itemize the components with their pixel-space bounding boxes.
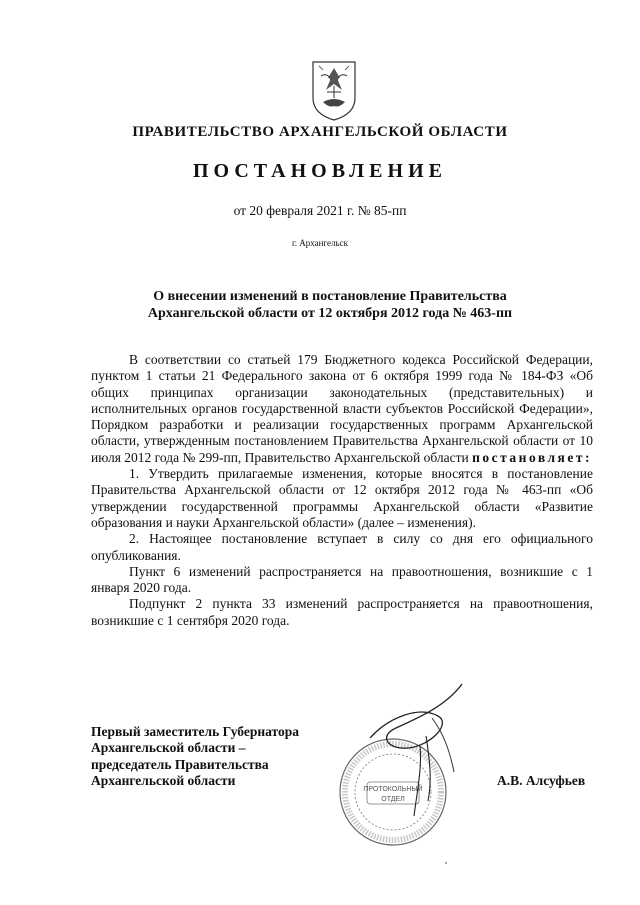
resolves-keyword: постановляет: [472, 449, 592, 465]
document-subject [80, 288, 580, 322]
paragraph-clause-6: Пункт 6 изменений распространяется на правоотношения, возникшие с 1 января 2020 года. [91, 563, 593, 596]
scan-speck [445, 862, 447, 864]
government-name: ПРАВИТЕЛЬСТВО АРХАНГЕЛЬСКОЙ ОБЛАСТИ [132, 124, 508, 140]
subject-line-1: О внесении изменений в постановление Правительства [153, 289, 507, 304]
subject-line-2: Архангельской области от 12 октября 2012 года № 463-пп [147, 306, 513, 321]
paragraph-preamble [91, 352, 593, 466]
paragraph-item-1: 1. Утвердить прилагаемые изменения, которые вносятся в постановление Правительства Архангельской области от 12 октября 2012 года № 463-пп «Об утверждении государственной программы Архангельской области «Развитие образования и науки Архангельской области» (далее – изменения). [91, 466, 593, 530]
signer-title-line: Архангельской области – [91, 740, 246, 756]
city: г. Архангельск [292, 238, 348, 248]
stamp-text-line-2: ОТДЕЛ [381, 796, 405, 803]
stamp-text-line-1: ПРОТОКОЛЬНЫЙ [363, 786, 423, 793]
date-number: от 20 февраля 2021 г. № 85-пп [233, 203, 407, 218]
document-body [91, 352, 593, 629]
handwritten-signature [360, 676, 470, 826]
document-type: ПОСТАНОВЛЕНИЕ [193, 160, 447, 182]
signer-title [91, 724, 351, 789]
signer-title-line: председатель Правительства [91, 756, 269, 772]
signer-title-line: Первый заместитель Губернатора [91, 724, 299, 739]
paragraph-item-2: 2. Настоящее постановление вступает в силу со дня его официального опубликования. [91, 531, 593, 563]
preamble-text: В соответствии со статьей 179 Бюджетного кодекса Российской Федерации, пунктом 1 статьи 21 Федерального закона от 6 октября 1999 года № 184-ФЗ «Об общих принципах организации законодательных (представительных) и исполнительных органов государственной власти субъектов Российской Федерации», Порядком разработки и реализации государственных программ Архангельской области, утвержденным постановлением Правительства Архангельской области от 10 июля 2012 года № 299-пп, Правительство Архангельской области [91, 352, 593, 465]
paragraph-clause-33: Подпункт 2 пункта 33 изменений распространяется на правоотношения, возникшие с 1 сентября 2020 года. [91, 596, 593, 628]
signer-name: А.В. Алсуфьев [497, 773, 586, 788]
coat-of-arms-emblem [309, 58, 359, 122]
signer-title-line: Архангельской области [91, 772, 236, 788]
